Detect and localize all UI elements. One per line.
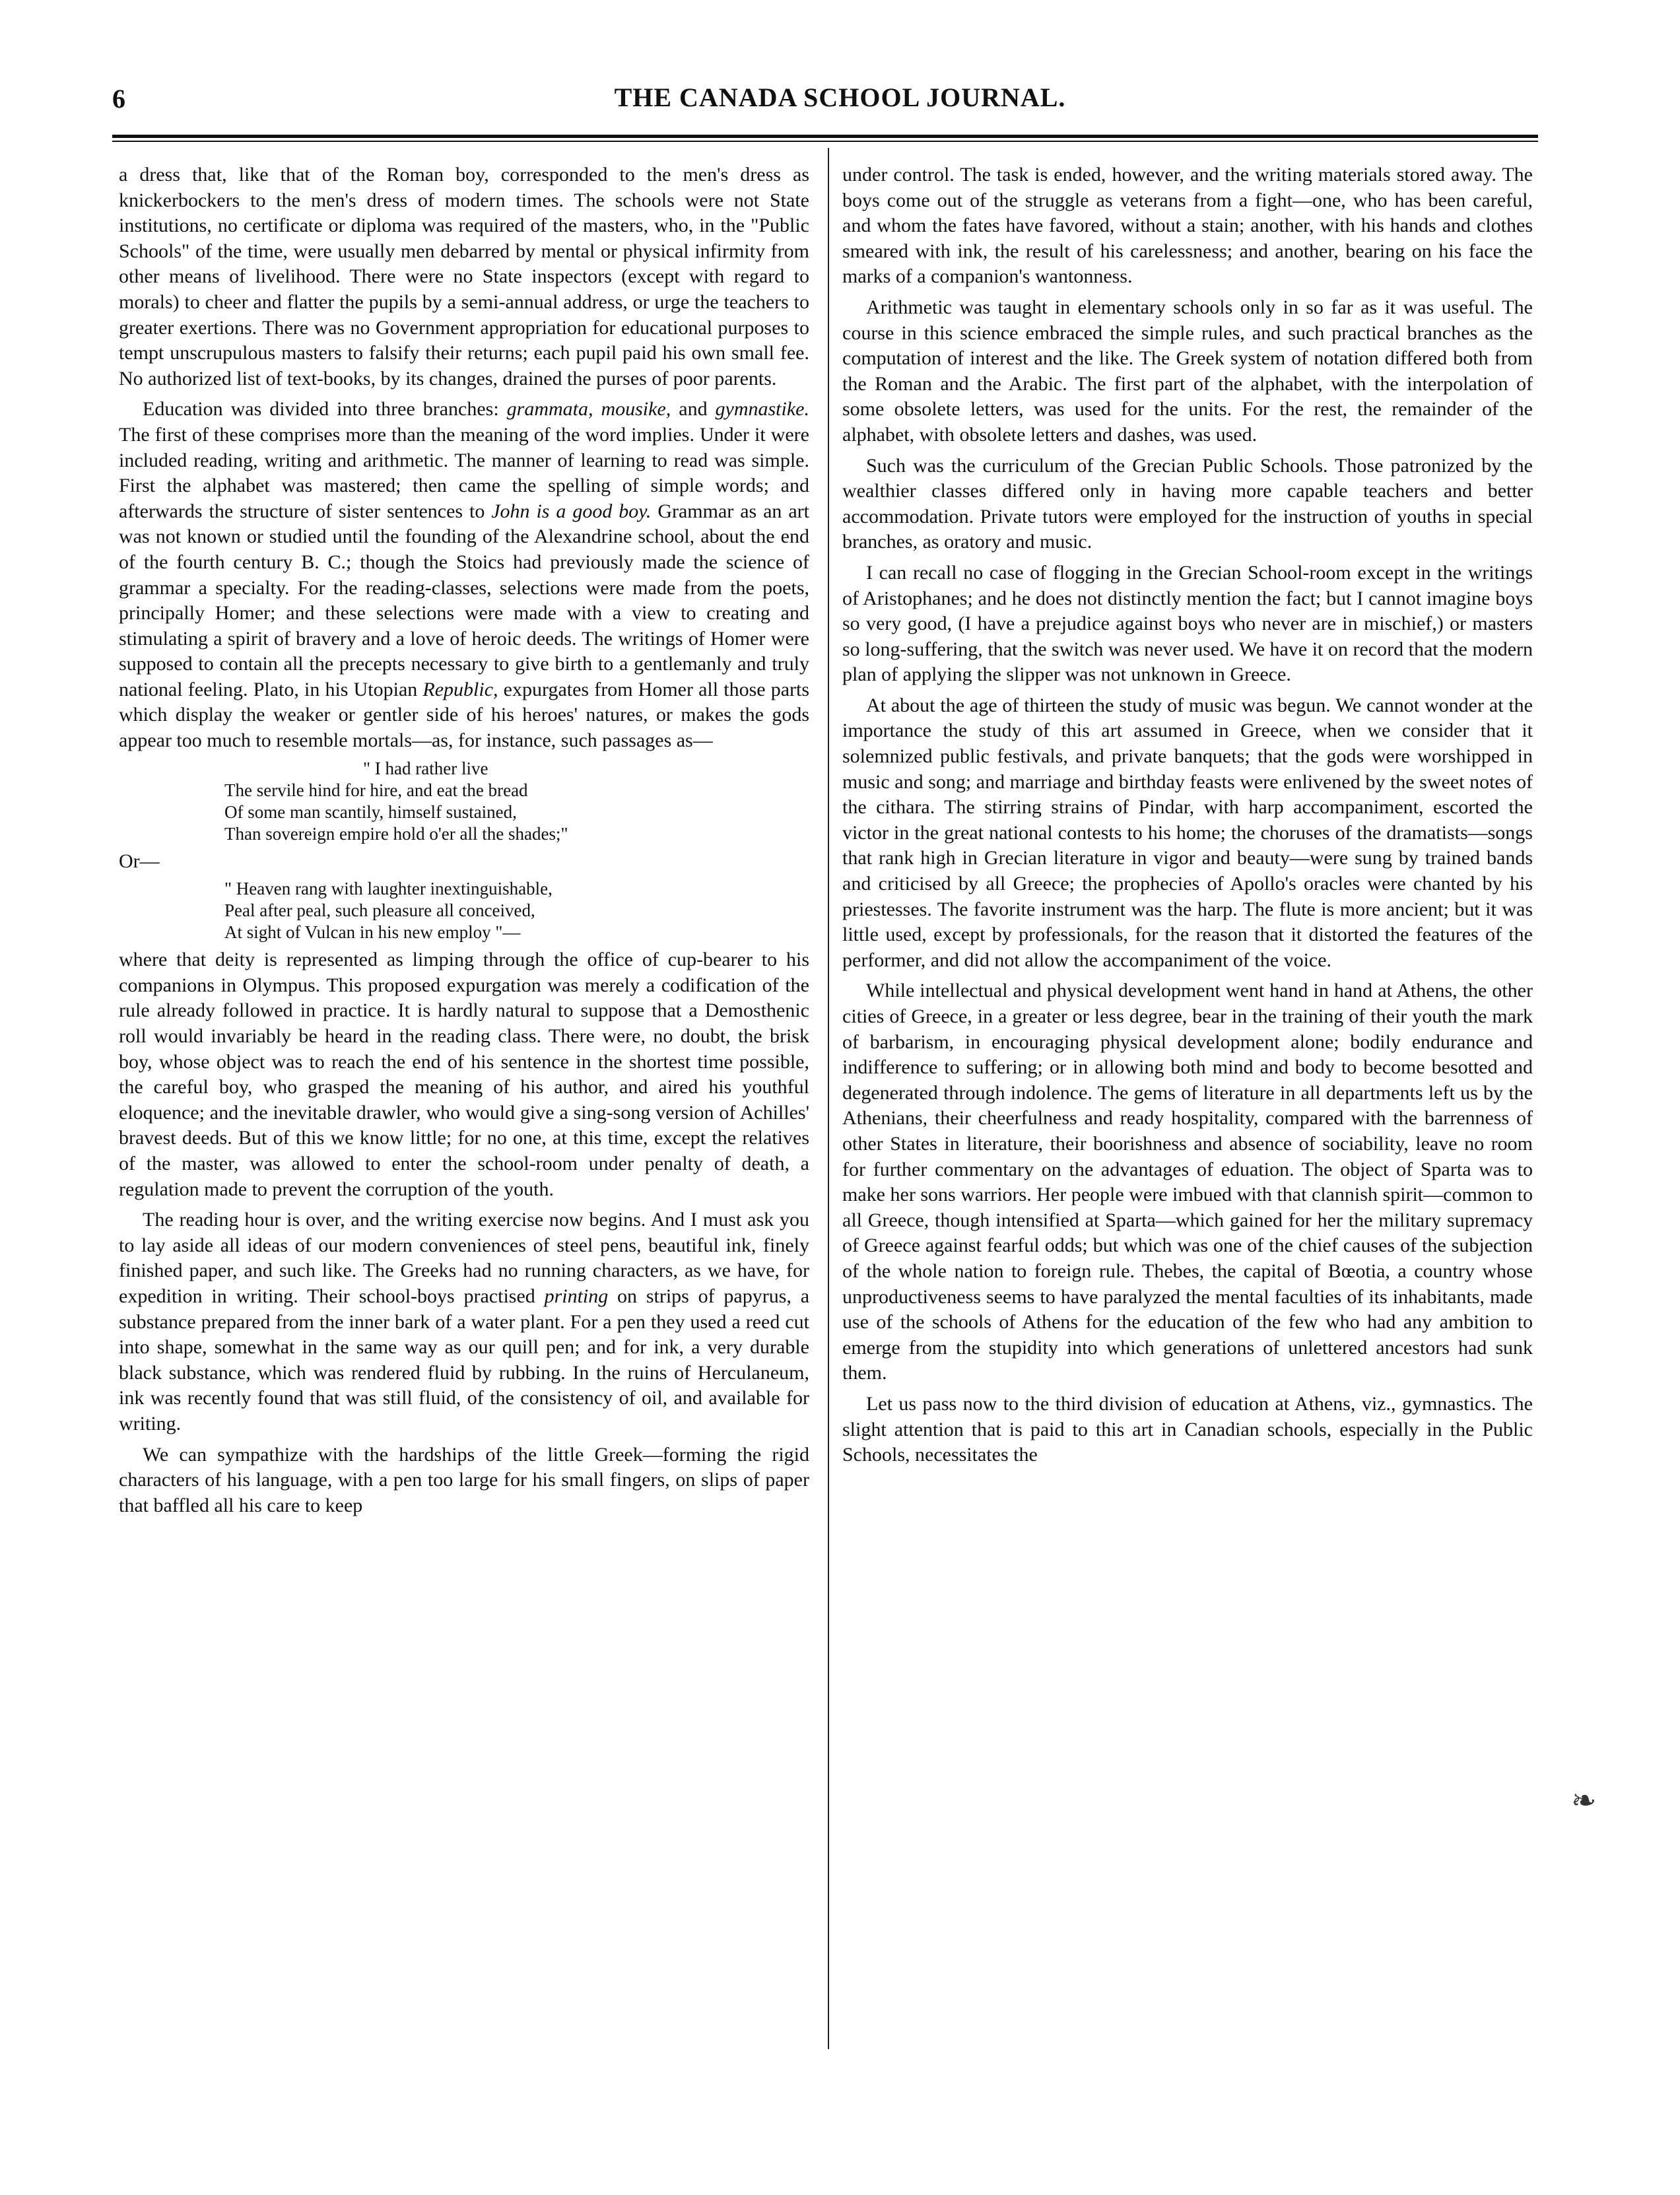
paragraph: Let us pass now to the third division of education at Athens, viz., gymnastics. The slight attention that is paid to this art in Canadian schools, especially in the Public Schools, necessitates the xyxy=(842,1392,1533,1466)
text-run: and xyxy=(671,398,716,421)
emphasis: printing xyxy=(544,1285,609,1307)
verse-line: " I had rather live xyxy=(363,758,488,778)
paragraph: where that deity is represented as limping through the office of cup-bearer to his companions in Olympus. This proposed expurgation was merely a codification of the rule already followed in practice. It is hardly natural to suppose that a Demosthenic roll would invariably be heard in the reading class. There were, no doubt, the brisk boy, whose object was to reach the end of his sentence in the shortest time possible, the careful boy, who grasped the meaning of his author, and aired his youthful eloquence; and the inevitable drawler, who would give a sing-song version of Achilles' bravest deeds. But of this we know little; for no one, at this time, except the relatives of the master, was allowed to enter the school-room under penalty of death, a regulation made to prevent the corruption of the youth. xyxy=(119,949,809,1200)
text-run: Grammar as an art was not known or studied until the founding of the Alexandrine school, about the end of the fourth century B. C.; though the Stoics had previously made the science of grammar a specialty. For the reading-classes, selections were made from the poets, principally Homer; and these selections were made with a view to creating and stimulating a spirit of bravery and a love of heroic deeds. The writings of Homer were supposed to contain all the precepts necessary to give birth to a gentlemanly and truly national feeling. Plato, in his Utopian xyxy=(119,500,809,700)
left-column xyxy=(119,162,809,1518)
verse-line: At sight of Vulcan in his new employ "— xyxy=(224,922,521,943)
paragraph xyxy=(119,1207,809,1436)
margin-scribble-icon: ❧ xyxy=(1571,1784,1597,1817)
example-sentence: John is a good boy. xyxy=(491,500,652,522)
text-run: The reading hour is over, and the writing exercise now begins. And I must ask you to lay aside all ideas of our modern conveniences of steel pens, beautiful ink, finely finished paper, and such like. The Greeks had no running characters, as we have, for expedition in writing. Their school-boys practised xyxy=(119,1209,809,1307)
paragraph: a dress that, like that of the Roman boy, corresponded to the men's dress as knickerbockers to the men's dress of modern times. The schools were not State institutions, no certificate or diploma was required of the masters, who, in the "Public Schools" of the time, were usually men debarred by mental or physical infirmity from other means of livelihood. There were no State inspectors (except with regard to morals) to cheer and flatter the pupils by a semi-annual address, or urge the teachers to greater exertions. There was no Government appropriation for educational purposes to tempt unscrupulous masters to falsify their returns; each pupil paid his own small fee. No authorized list of text-books, by its changes, drained the purses of poor parents. xyxy=(119,164,809,389)
paragraph: I can recall no case of flogging in the Grecian School-room except in the writings of Aristophanes; and he does not distinctly mention the fact; but I cannot imagine boys so very good, (I have a prejudice against boys who never are in mischief,) or masters so long-suffering, that the switch was never used. We have it on record that the modern plan of applying the slipper was not unknown in Greece. xyxy=(842,561,1533,686)
book-title: Republic, xyxy=(422,678,498,700)
term-greek: grammata, mousike, xyxy=(506,398,671,421)
paragraph: Arithmetic was taught in elementary schools only in so far as it was useful. The course in this science embraced the simple rules, and such practical branches as the computation of interest and the like. The Greek system of notation differed both from the Roman and the Arabic. The first part of the alphabet, with the interpolation of some obsolete letters, was used for the units. For the rest, the remainder of the alphabet, with obsolete letters and dashes, was used. xyxy=(842,296,1533,446)
paragraph: We can sympathize with the hardships of the little Greek—forming the rigid characters of his language, with a pen too large for his small fingers, on slips of paper that baffled all his care to keep xyxy=(119,1443,809,1516)
text-run: Education was divided into three branches: xyxy=(143,398,507,421)
header-rule-thin xyxy=(112,141,1538,142)
right-column xyxy=(842,162,1533,1468)
verse-line: Than sovereign empire hold o'er all the shades;" xyxy=(224,823,568,844)
paragraph: Such was the curriculum of the Grecian Public Schools. Those patronized by the wealthier classes differed only in having more capable teachers and better accommodation. Private tutors were employed for the instruction of youths in special branches, as oratory and music. xyxy=(842,454,1533,553)
verse-quote xyxy=(224,758,809,845)
or-label: Or— xyxy=(119,850,160,872)
verse-quote xyxy=(224,878,809,943)
running-title: THE CANADA SCHOOL JOURNAL. xyxy=(614,83,1066,112)
column-divider xyxy=(828,148,829,2049)
verse-line: Of some man scantily, himself sustained, xyxy=(224,801,517,822)
verse-line: " Heaven rang with laughter inextinguishable, xyxy=(224,879,553,899)
text-run: The first of these comprises more than the meaning of the word implies. Under it were included reading, writing and arithmetic. The manner of learning to read was simple. First the alphabet was mastered; then came the spelling of simple words; and afterwards the structure of sister sentences to xyxy=(119,423,809,522)
page-number: 6 xyxy=(112,84,125,114)
verse-line: Peal after peal, such pleasure all conceived, xyxy=(224,900,535,921)
paragraph: At about the age of thirteen the study of music was begun. We cannot wonder at the importance the study of this art assumed in Greece, when we consider that it solemnized public festivals, and private banquets; that the gods were worshipped in music and song; and marriage and birthday feasts were enlivened by the sweet notes of the cithara. The stirring strains of Pindar, with harp accompaniment, escorted the victor in the great national contests to his home; the choruses of the dramatists—songs that rank high in Grecian literature in vigor and beauty—were sung by trained bands and criticised by all Greece; the prophecies of Apollo's oracles were chanted by his priestesses. The favorite instrument was the harp. The flute is more ancient; but it was little used, except by professionals, for the reason that it distorted the features of the performer, and did not allow the accompaniment of the voice. xyxy=(842,694,1533,971)
text-run: expurgates from Homer all those parts which display the weaker or gentler side of his heroes' natures, or makes the gods appear too much to resemble mortals—as, for instance, such passages as— xyxy=(119,678,810,752)
paragraph xyxy=(119,397,809,753)
verse-line: The servile hind for hire, and eat the bread xyxy=(224,780,528,800)
paragraph: While intellectual and physical development went hand in hand at Athens, the other cities of Greece, in a greater or less degree, bear in the training of their youth the mark of barbarism, in encouraging physical development alone; bodily endurance and indifference to suffering; or in allowing both mind and body to become besotted and degenerated through indolence. The gems of literature in all departments left us by the Athenians, their cheerfulness and ready hospitality, compared with the barrenness of other States in literature, their boorishness and absence of sociability, leave no room for further commentary on the advantages of eduation. The object of Sparta was to make her sons warriors. Her people were imbued with that clannish spirit—common to all Greece, though intensified at Sparta—which gained for her the military supremacy of Greece against fearful odds; but which was one of the chief causes of the subjection of the whole nation to foreign rule. Thebes, the capital of Bœotia, a country whose unproductiveness seems to have paralyzed the mental faculties of its inhabitants, made use of the schools of Athens for the education of the few who had any ambition to emerge from the stupidity into which generations of unlettered ancestors had sunk them. xyxy=(842,980,1533,1384)
text-run: on strips of papyrus, a substance prepared from the inner bark of a water plant. For a pen they used a reed cut into shape, somewhat in the same way as our quill pen; and for ink, a very durable black substance, which was rendered fluid by rubbing. In the ruins of Herculaneum, ink was recently found that was still fluid, of the consistency of oil, and available for writing. xyxy=(119,1285,810,1435)
paragraph: under control. The task is ended, however, and the writing materials stored away. The boys come out of the struggle as veterans from a fight—one, who has been careful, and whom the fates have favored, without a stain; another, with his hands and clothes smeared with ink, the result of his carelessness; and another, bearing on his face the marks of a companion's wantonness. xyxy=(842,164,1533,288)
term-greek: gymnastike. xyxy=(715,398,809,421)
header-rule-thick xyxy=(112,135,1538,138)
